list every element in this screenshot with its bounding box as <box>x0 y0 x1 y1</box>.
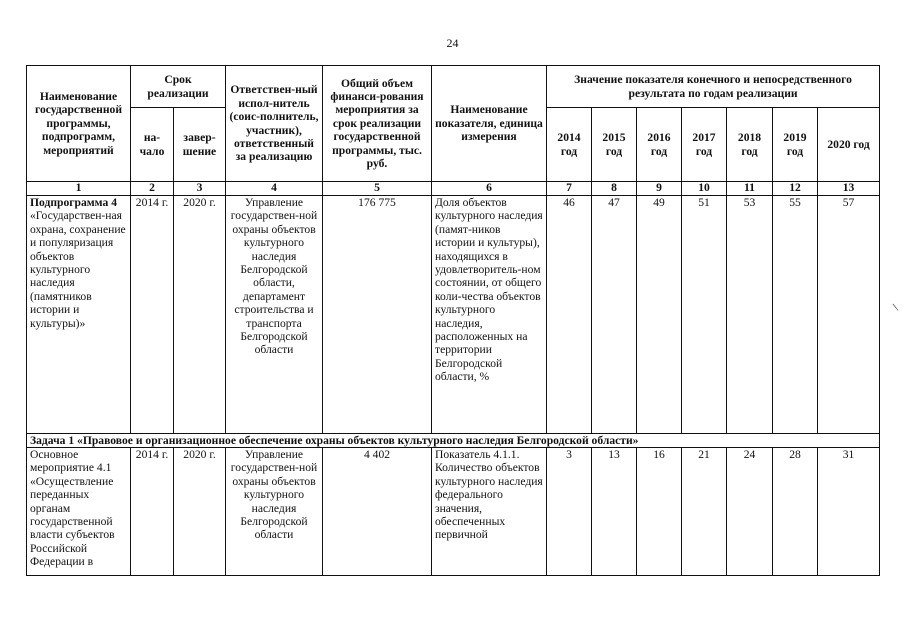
header-name: Наименование государственной программы, подпрограмм, мероприятий <box>27 66 131 182</box>
column-number: 1 <box>27 182 131 196</box>
header-year: 2015 год <box>592 108 637 182</box>
header-end: завер-шение <box>174 108 226 182</box>
header-indicator: Наименование показателя, единица измерения <box>432 66 547 182</box>
subprogram-title: «Государствен-ная охрана, сохранение и популяризация объектов культурного наследия (памятников истории и культуры)» <box>30 209 126 330</box>
table-row-subprogram <box>27 196 880 434</box>
value-cell: 53 <box>727 196 773 434</box>
stray-mark: \ <box>891 299 900 315</box>
responsible-cell: Управление государствен-ной охраны объектов культурного наследия Белгородской области <box>226 448 323 576</box>
header-year: 2014 год <box>547 108 592 182</box>
value-cell: 28 <box>773 448 818 576</box>
program-table <box>26 65 880 576</box>
value-cell: 55 <box>773 196 818 434</box>
header-year: 2019 год <box>773 108 818 182</box>
column-number: 13 <box>818 182 880 196</box>
finance-cell: 176 775 <box>323 196 432 434</box>
column-number: 10 <box>682 182 727 196</box>
task-title: Задача 1 «Правовое и организационное обеспечение охраны объектов культурного наследия Белгородской области» <box>27 434 880 448</box>
value-cell: 49 <box>637 196 682 434</box>
value-cell: 24 <box>727 448 773 576</box>
value-cell: 3 <box>547 448 592 576</box>
column-number: 2 <box>131 182 174 196</box>
column-number: 4 <box>226 182 323 196</box>
program-name-cell <box>27 196 131 434</box>
value-cell: 51 <box>682 196 727 434</box>
value-cell: 47 <box>592 196 637 434</box>
end-year: 2020 г. <box>174 196 226 434</box>
column-number: 9 <box>637 182 682 196</box>
header-values: Значение показателя конечного и непосредственного результата по годам реализации <box>547 66 880 108</box>
finance-cell: 4 402 <box>323 448 432 576</box>
value-cell: 31 <box>818 448 880 576</box>
column-number-row <box>27 182 880 196</box>
table-row-activity <box>27 448 880 576</box>
start-year: 2014 г. <box>131 196 174 434</box>
header-start: на-чало <box>131 108 174 182</box>
column-number: 6 <box>432 182 547 196</box>
column-number: 3 <box>174 182 226 196</box>
column-number: 12 <box>773 182 818 196</box>
value-cell: 16 <box>637 448 682 576</box>
header-year: 2018 год <box>727 108 773 182</box>
page-number: 24 <box>446 36 459 50</box>
value-cell: 57 <box>818 196 880 434</box>
end-year: 2020 г. <box>174 448 226 576</box>
header-year: 2017 год <box>682 108 727 182</box>
task-row <box>27 434 880 448</box>
value-cell: 21 <box>682 448 727 576</box>
header-period: Срок реализации <box>131 66 226 108</box>
header-finance: Общий объем финанси-рования мероприятия за срок реализации государственной программы, тыс. руб. <box>323 66 432 182</box>
indicator-cell: Доля объектов культурного наследия (памят-ников истории и культуры), находящихся в удовлетворитель-ном состоянии, от общего коли-чества объектов культурного наследия, расположенных на территории Белгородской области, % <box>432 196 547 434</box>
responsible-cell: Управление государствен-ной охраны объектов культурного наследия Белгородской области, департамент строительства и транспорта Белгородской области <box>226 196 323 434</box>
value-cell: 46 <box>547 196 592 434</box>
start-year: 2014 г. <box>131 448 174 576</box>
header-responsible: Ответствен-ный испол-нитель (соис-полнитель, участник), ответственный за реализацию <box>226 66 323 182</box>
column-number: 5 <box>323 182 432 196</box>
column-number: 8 <box>592 182 637 196</box>
subprogram-label: Подпрограмма 4 <box>30 196 117 209</box>
column-number: 11 <box>727 182 773 196</box>
indicator-cell: Показатель 4.1.1. Количество объектов культурного наследия федерального значения, обеспеченных первичной <box>432 448 547 576</box>
header-year: 2020 год <box>818 108 880 182</box>
activity-name-cell: Основное мероприятие 4.1 «Осуществление переданных органам государственной власти субъектов Российской Федерации в <box>27 448 131 576</box>
value-cell: 13 <box>592 448 637 576</box>
column-number: 7 <box>547 182 592 196</box>
header-year: 2016 год <box>637 108 682 182</box>
